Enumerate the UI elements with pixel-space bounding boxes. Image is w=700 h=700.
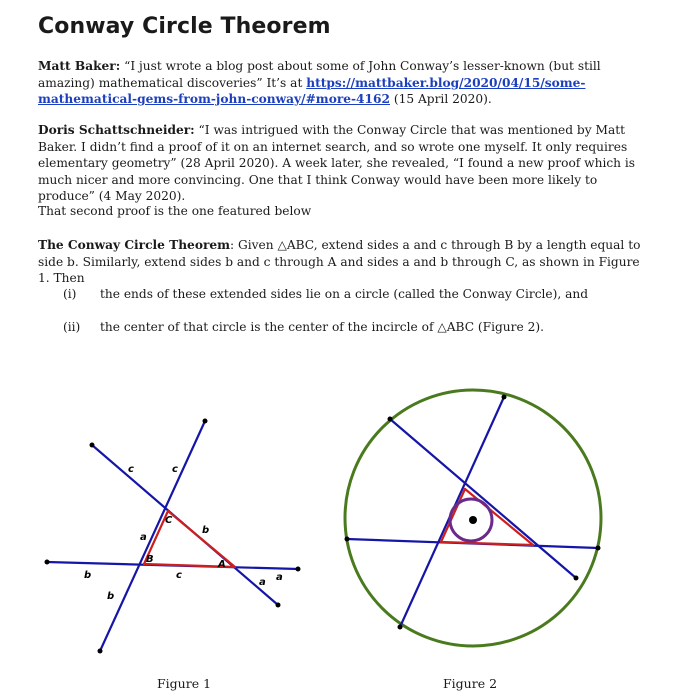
theorem-item-1 bbox=[63, 287, 588, 301]
theorem-name: The Conway Circle Theorem bbox=[38, 238, 231, 252]
label-a: a bbox=[259, 577, 266, 588]
schattschneider-quote-text: “I was intrigued with the Conway Circle that was mentioned by Matt Baker. I didn’t find a proof of it on an internet search, and so wrote one myself. It only requires elementary geometry” (28 April 2020). A week later, she revealed, “I found a new proof which is much nicer and more convincing. One that I think Conway would have been more likely to produce” (4 May 2020). bbox=[38, 123, 636, 203]
page-title: Conway Circle Theorem bbox=[38, 14, 331, 39]
blog-link[interactable]: https://mattbaker.blog/2020/04/15/some-mathematical-gems-from-john-conway/#more-4162 bbox=[38, 75, 586, 106]
label-a: a bbox=[140, 532, 147, 543]
item-number: (ii) bbox=[63, 320, 81, 334]
label-c: c bbox=[172, 464, 178, 475]
label-A: A bbox=[218, 559, 226, 570]
item-text: the ends of these extended sides lie on a circle (called the Conway Circle), and bbox=[100, 287, 589, 301]
label-B: B bbox=[146, 554, 154, 565]
label-c: c bbox=[176, 570, 182, 581]
triangle-side bbox=[441, 542, 533, 545]
theorem-statement bbox=[38, 237, 648, 287]
label-c: c bbox=[128, 464, 134, 475]
theorem-item-2 bbox=[63, 320, 544, 334]
schattschneider-name: Doris Schattschneider: bbox=[38, 123, 195, 137]
label-b: b bbox=[84, 570, 92, 581]
baker-quote-text: “I just wrote a blog post about some of John Conway’s lesser-known (but still amazing) mathematical discoveries” It’s at bbox=[38, 59, 601, 90]
figure-1-caption: Figure 1 bbox=[157, 676, 212, 691]
baker-quote-paragraph bbox=[38, 58, 648, 108]
theorem-text: : Given △ABC, extend sides a and c through B by a length equal to side b. Similarly, extend sides b and c through A and sides a and b through C, as shown in Figure 1. Then bbox=[38, 238, 641, 285]
item-text: the center of that circle is the center of the incircle of △ABC (Figure 2). bbox=[100, 320, 544, 334]
figure-2-caption: Figure 2 bbox=[443, 676, 498, 691]
baker-name: Matt Baker: bbox=[38, 59, 121, 73]
ext-line-a bbox=[100, 421, 205, 651]
item-number: (i) bbox=[63, 287, 77, 301]
second-proof-note: That second proof is the one featured below bbox=[38, 204, 312, 218]
label-a: a bbox=[276, 572, 283, 583]
label-b: b bbox=[107, 591, 115, 602]
baker-date: (15 April 2020). bbox=[389, 92, 492, 106]
incenter-point bbox=[469, 516, 477, 524]
label-C: C bbox=[165, 515, 173, 526]
triangle-side bbox=[441, 489, 465, 542]
schattschneider-quote-paragraph bbox=[38, 122, 648, 205]
figure-1-diagram bbox=[0, 400, 320, 670]
figure-2-diagram bbox=[330, 380, 670, 670]
label-b: b bbox=[202, 525, 210, 536]
